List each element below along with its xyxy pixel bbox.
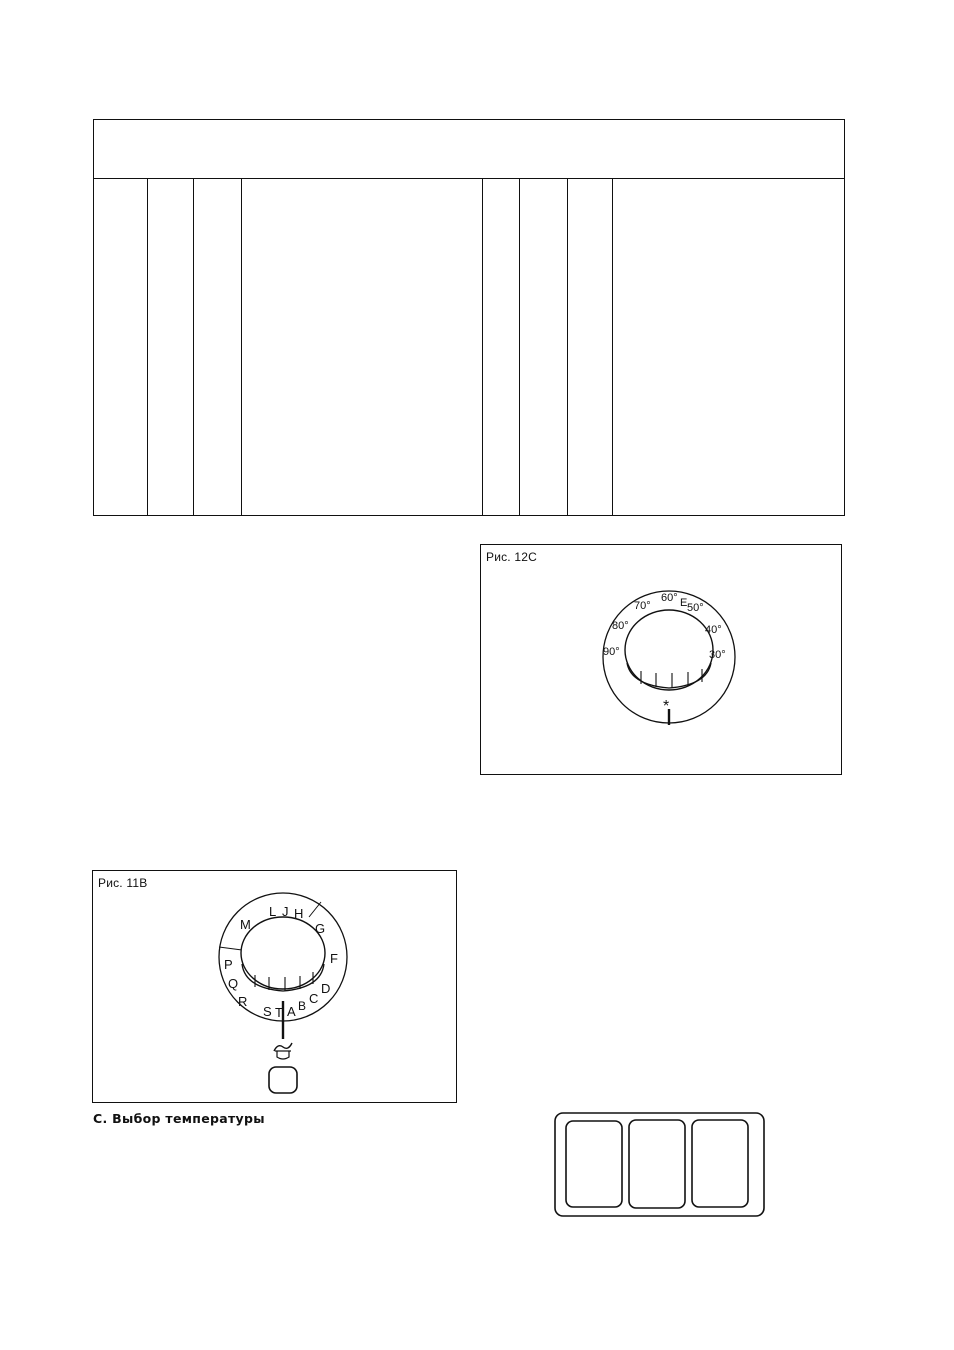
dial-letter-t: T xyxy=(275,1005,283,1020)
dial-letter-s: S xyxy=(263,1004,272,1019)
temperature-dial-illustration xyxy=(481,545,843,776)
section-heading: С. Выбор температуры xyxy=(93,1111,265,1126)
figure-11b-label: Рис. 11B xyxy=(98,876,148,890)
display-panel-illustration xyxy=(553,1111,766,1219)
dial-letter-b: B xyxy=(298,999,307,1013)
dial-letter-g: G xyxy=(315,921,326,936)
dial-letter-f: F xyxy=(330,951,338,966)
dial-letter-r: R xyxy=(238,994,248,1009)
dial-letter-j: J xyxy=(282,904,289,919)
dial-mark-50: 50° xyxy=(687,602,704,614)
program-dial-illustration xyxy=(93,871,458,1104)
table-column-divider xyxy=(241,178,242,515)
figure-12c-label: Рис. 12С xyxy=(486,550,537,564)
display-window-right xyxy=(692,1120,748,1207)
dial-mark-30: 30° xyxy=(709,649,726,661)
dial-mark-60: 60° xyxy=(661,592,678,604)
table-column-divider xyxy=(519,178,520,515)
hand-wash-icon xyxy=(274,1043,292,1059)
dial-mark-e: E xyxy=(680,597,688,609)
asterisk-icon: * xyxy=(663,698,670,715)
table-column-divider xyxy=(147,178,148,515)
dial-mark-80: 80° xyxy=(612,620,629,632)
dial-letter-c: C xyxy=(309,991,319,1006)
display-window-middle xyxy=(629,1120,685,1208)
figure-11b xyxy=(92,870,457,1103)
program-button xyxy=(269,1067,297,1093)
dial-letter-l: L xyxy=(269,904,277,919)
table-column-divider xyxy=(567,178,568,515)
dial-letter-p: P xyxy=(224,957,233,972)
table-header-row xyxy=(94,120,844,179)
table-column-divider xyxy=(482,178,483,515)
dial-mark-40: 40° xyxy=(705,624,722,636)
dial-letter-m: M xyxy=(240,917,251,932)
table-column-divider xyxy=(612,178,613,515)
empty-table xyxy=(93,119,845,516)
dial-mark-70: 70° xyxy=(634,600,651,612)
dial-mark-90: 90° xyxy=(603,646,620,658)
dial-letter-d: D xyxy=(321,981,331,996)
dial-letter-q: Q xyxy=(228,976,239,991)
display-window-left xyxy=(566,1121,622,1207)
dial-letter-a: A xyxy=(287,1004,296,1019)
figure-12c xyxy=(480,544,842,775)
dial-letter-h: H xyxy=(294,906,304,921)
table-column-divider xyxy=(193,178,194,515)
